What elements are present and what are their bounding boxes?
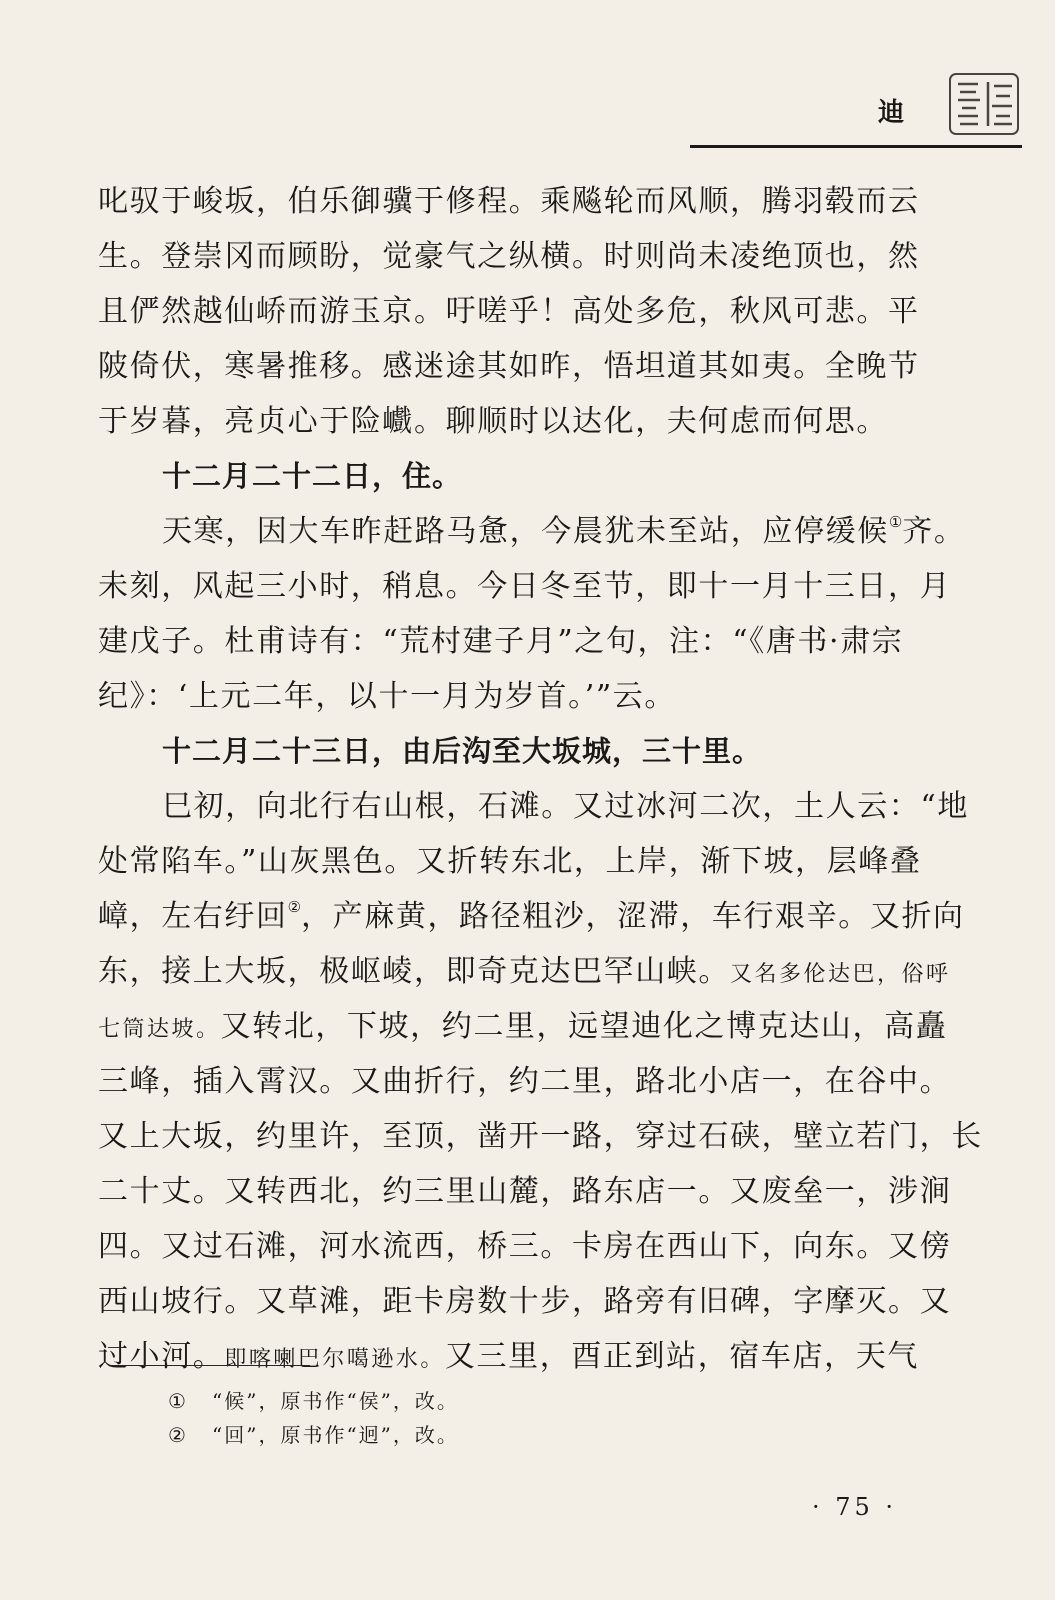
text-line (98, 889, 965, 944)
footnote-marker: ① (888, 513, 903, 531)
text-line (98, 504, 966, 559)
text-line: 纪》：‘上元二年，以十一月为岁首。’”云。 (98, 679, 677, 714)
text-segment: 齐。 (902, 514, 966, 549)
footnote-mark: ② (168, 1423, 188, 1447)
text-line: 建戊子。杜甫诗有：“荒村建子月”之句，注：“《唐书·肃宗 (98, 624, 904, 659)
text-line: 二十丈。又转西北，约三里山麓，路东店一。又废垒一，涉涧 (98, 1174, 952, 1209)
header-rule (690, 145, 1022, 148)
text-line: 三峰，插入霄汉。又曲折行，约二里，路北小店一，在谷中。 (98, 1064, 952, 1099)
text-line: 且俨然越仙峤而游玉京。吁嗟乎！高处多危，秋风可悲。平 (98, 294, 920, 329)
text-line (98, 944, 951, 999)
footnote-text: “回”，原书作“迥”，改。 (212, 1423, 459, 1447)
text-segment: 过小河。 (98, 1339, 225, 1374)
running-header-title: 迪 (878, 98, 905, 128)
footnote (168, 1421, 459, 1449)
text-line: 叱驭于峻坂，伯乐御骥于修程。乘飚轮而风顺，腾羽毂而云 (98, 184, 920, 219)
text-line: 巳初，向北行右山根，石滩。又过冰河二次，土人云：“地 (162, 789, 969, 824)
text-line (98, 1329, 936, 1384)
text-segment: 嶂，左右纡回 (98, 899, 288, 934)
text-line: 生。登崇冈而顾盼，觉豪气之纵横。时则尚未凌绝顶也，然 (98, 239, 920, 274)
text-segment: ，产麻黄，路径粗沙，涩滞，车行艰辛。又折向 (301, 899, 965, 934)
inline-note: 七筒达坡。 (98, 1017, 221, 1042)
text-line: 四。又过石滩，河水流西，桥三。卡房在西山下，向东。又傍 (98, 1229, 952, 1264)
footnote-rule (110, 1365, 310, 1366)
text-segment: 又转北，下坡，约二里，远望迪化之博克达山，高矗 (220, 1009, 948, 1044)
date-heading: 十二月二十三日，由后沟至大坂城，三十里。 (162, 734, 763, 768)
body-text (98, 174, 983, 1384)
text-segment: 东，接上大坂，极岖崚，即奇克达巴罕山峡。 (98, 954, 730, 989)
inline-note: 又名多伦达巴，俗呼 (730, 962, 951, 987)
text-line (98, 999, 948, 1054)
text-segment: 天寒，因大车昨赶路马惫，今晨犹未至站，应停缓候 (162, 514, 889, 549)
footnote (168, 1387, 459, 1415)
text-line: 西山坡行。又草滩，距卡房数十步，路旁有旧碑，字摩灭。又 (98, 1284, 952, 1319)
inline-note: 即喀喇巴尔噶逊水。 (224, 1347, 445, 1372)
text-line: 于岁暮，亮贞心于险巇。聊顺时以达化，夫何虑而何思。 (98, 404, 888, 439)
footnote-mark: ① (168, 1389, 188, 1413)
text-segment: 又三里，酉正到站，宿车店，天气 (444, 1339, 919, 1374)
text-line: 又上大坂，约里许，至顶，凿开一路，穿过石硖，壁立若门，长 (98, 1119, 983, 1154)
text-line: 未刻，风起三小时，稍息。今日冬至节，即十一月十三日，月 (98, 569, 952, 604)
footnote-text: “候”，原书作“侯”，改。 (212, 1389, 459, 1413)
text-line: 处常陷车。”山灰黑色。又折转东北，上岸，渐下坡，层峰叠 (98, 844, 922, 879)
text-line: 陂倚伏，寒暑推移。感迷途其如昨，悟坦道其如夷。全晚节 (98, 349, 920, 384)
seal-stamp-icon (948, 72, 1020, 136)
date-heading: 十二月二十二日，住。 (162, 459, 463, 493)
footnote-marker: ② (287, 898, 302, 916)
page-number: · 75 · (812, 1493, 898, 1521)
